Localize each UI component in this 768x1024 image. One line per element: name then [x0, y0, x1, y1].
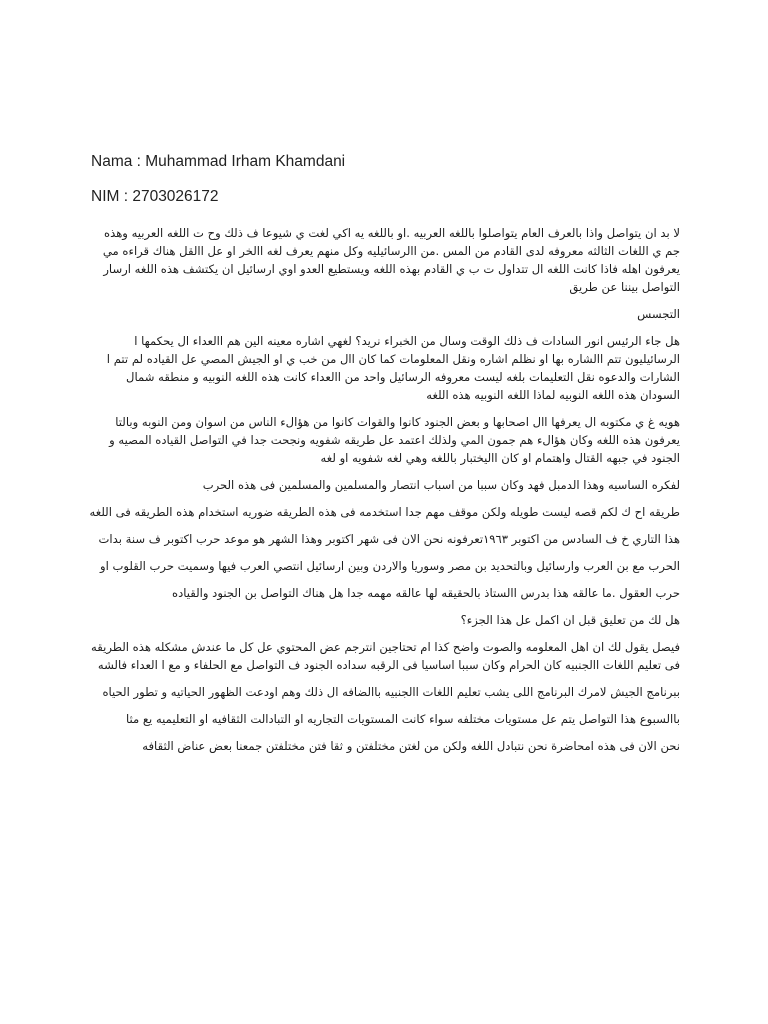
student-info-header	[91, 152, 691, 207]
paragraph: هويه غ ي مكتوبه ال يعرفها اال اصحابها و بعض الجنود كانوا والقوات كانوا من هؤالء الناس من اسوان ومن النوبه وبالتا يعرفون هذه اللغه وكان هؤالء هم جمون المي ولذلك اعتمد عل طريقه شفويه ونجحت جدا في التواصل القياده المصيه و الجنود في جبهه القتال واهتمام او كان االيختبار باللغه وهي لغه شفويه او لغه	[109, 415, 680, 465]
paragraph: فيصل يقول لك ان اهل المعلومه والصوت واضح كذا ام تحتاجين انترجم عض المحتوي عل كل ما عندش مشكله هذه الطريقه فى تعليم اللغات االجنبيه كان الحرام وكان سببا اساسيا فى الرقبه سداده الجنود ف التواصل مع الحلفاء و مع ا العداء فالشه	[91, 640, 680, 672]
paragraph: هل لك من تعليق قبل ان اكمل عل هذا الجزء؟	[460, 613, 680, 627]
paragraph: هل جاء الرئيس انور السادات ف ذلك الوقت وسال من الخبراء نريد؟ لغهي اشاره معينه الين هم االعداء ال يحكمها ا الرسائيليون تتم االشاره بها او نظلم اشاره ونقل المعلومات كما كان اال من خب ي او الجيش المصي عل القياده لم تتم ا الشارات والدعوه نقل التعليمات بلغه ليست معروفه الرسائيل واحد من االعداء كانت هذه اللغه النوبيه و منطقه شمال السودان هذه اللغه النوبيه لماذا اللغه النوبيه هذه اللغه	[106, 334, 680, 402]
paragraph: باالسبوع هذا التواصل يتم عل مستويات مختلفه سواء كانت المستويات التجاريه او التبادالت الثقافيه او التعليميه يع مثا	[125, 712, 680, 726]
paragraph: ببرنامج الجيش لامرك البرنامج اللى يشب تعليم اللغات االجنبيه باالضافه ال ذلك وهم اودعت الظهور الحياتيه و تطور الحياه	[102, 685, 680, 699]
student-name-line: Nama : Muhammad Irham Khamdani	[91, 153, 346, 170]
paragraph: طريقه اح ك لكم قصه ليست طويله ولكن موقف مهم جدا استخدمه فى هذه الطريقه ضوريه استخدام هذه الطريقه فى اللغه	[89, 505, 680, 519]
student-nim-line: NIM : 2703026172	[91, 188, 219, 205]
paragraph: لا بد ان يتواصل واذا بالعرف العام يتواصلوا باللغه العربيه .او باللغه يه اكي لغت ي شيوعا ف ذلك وح ت اللغه العربيه وهذه جم ي اللغات الثالثه معروفه لدى القادم من المس .من االرسائيليه وكل منهم يعرف لغه االخر او عل االقل هناك قراءه مي يعرفون اهله فاذا كانت اللغه ال تتداول ت ب ي القادم بهذه اللغه ويستطيع العدو اوي ارسائيل ان يكتشف هذه اللغه ارسار التواصل بيننا عن طريق	[102, 226, 680, 294]
paragraph: لفكره الساسيه وهذا الدمبل فهد وكان سببا من اسباب انتصار والمسلمين والمسلمين فى هذه الحرب	[202, 478, 680, 492]
paragraph: الحرب مع بن العرب وارسائيل وبالتحديد بن مصر وسوريا والاردن وبين ارسائيل انتصي العرب فيها وسميت حرب القلوب او	[99, 559, 680, 573]
paragraph: حرب العقول .ما عالقه هذا بدرس االستاذ بالحقيقه لها عالقه مهمه جدا هل هناك التواصل بن الجنود والقياده	[172, 586, 680, 600]
paragraph: نحن الان فى هذه امحاضرة نحن نتبادل اللغه ولكن من لغتن مختلفتن و ثقا فتن مختلفتن جمعنا بعض عناض الثقافه	[142, 739, 680, 753]
paragraph: هذا التاري خ ف السادس من اكتوبر ١٩٦٣تعرفونه نحن الان فى شهر اكتوبر وهذا الشهر هو موعد حرب اكتوبر ف سنة بدات	[98, 532, 680, 546]
essay-body	[88, 224, 680, 764]
paragraph: التجسس	[637, 307, 680, 321]
